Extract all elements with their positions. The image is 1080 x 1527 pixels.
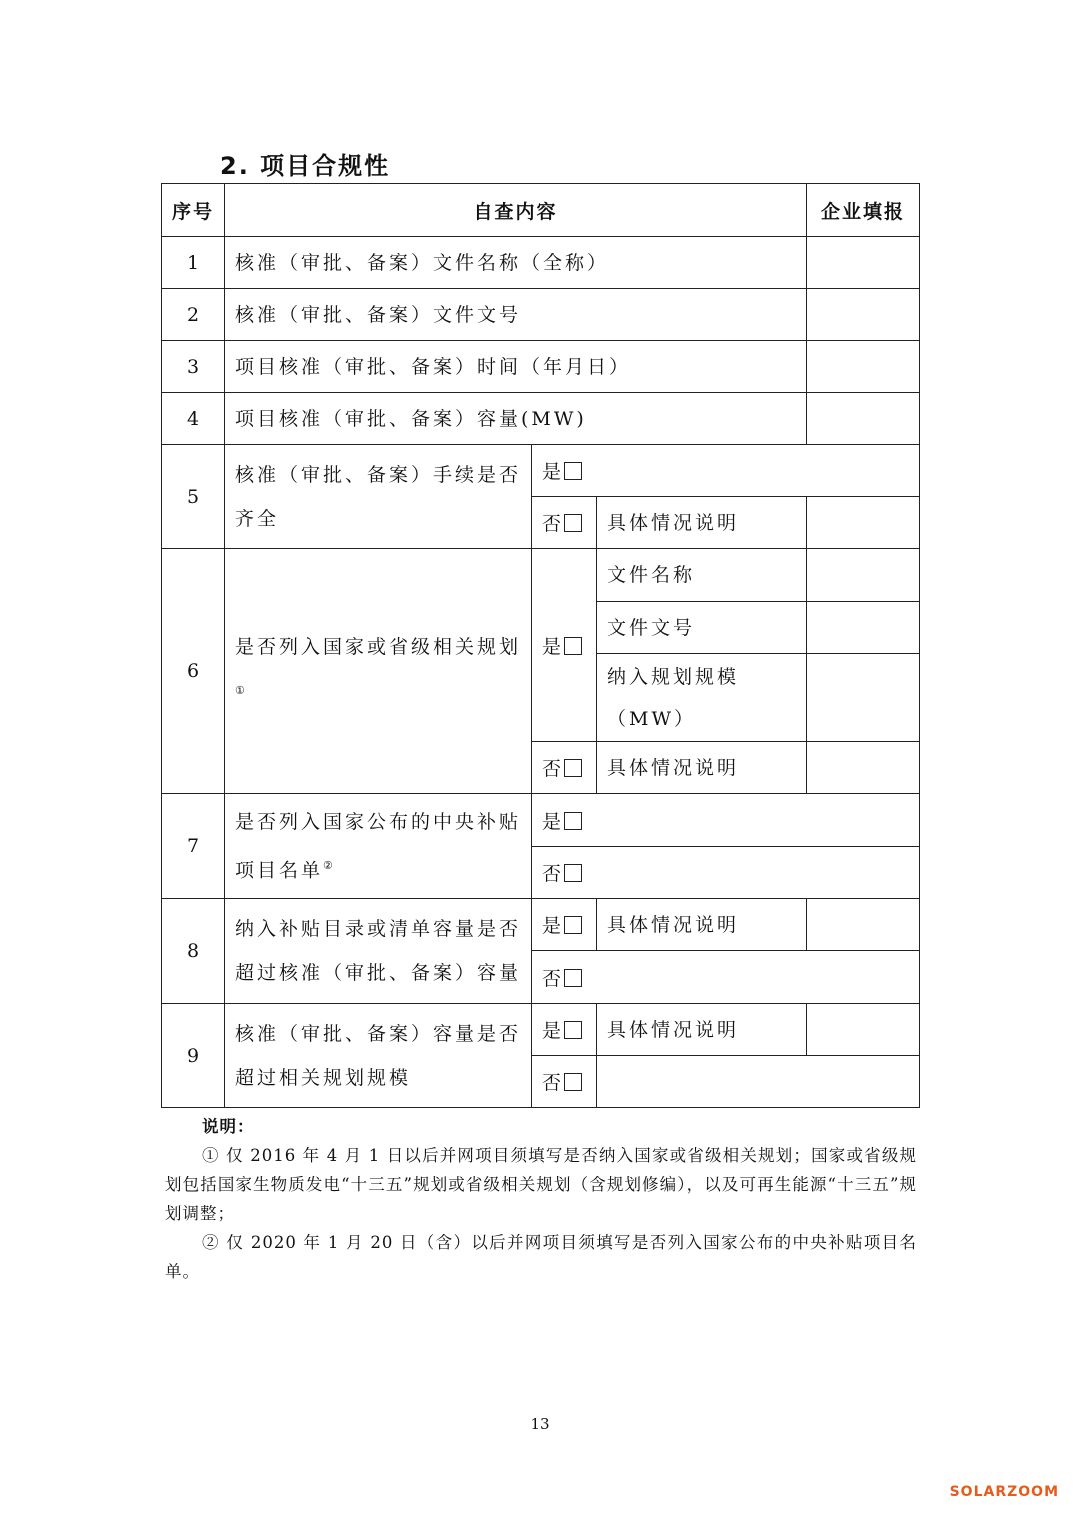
yes-checkbox[interactable]: [564, 916, 582, 934]
table-row: [162, 899, 920, 951]
no-checkbox[interactable]: [564, 969, 582, 987]
notes-section: [165, 1112, 917, 1286]
header-report: 企业填报: [807, 184, 920, 237]
row-content: 核准（审批、备案）文件文号: [225, 289, 807, 341]
watermark-logo: SOLARZOOM: [949, 1484, 1059, 1500]
detail-label: 具体情况说明: [597, 742, 807, 794]
row-number: 4: [162, 393, 225, 445]
report-cell[interactable]: [807, 341, 920, 393]
yes-checkbox[interactable]: [564, 812, 582, 830]
table-header-row: [162, 184, 920, 237]
header-content: 自查内容: [225, 184, 807, 237]
report-cell[interactable]: [807, 899, 920, 951]
row-content-text: 是否列入国家公布的中央补贴项目名单: [235, 810, 522, 882]
report-cell[interactable]: [807, 549, 920, 602]
table-row: [162, 549, 920, 602]
no-label: 否: [542, 513, 563, 535]
report-cell[interactable]: [597, 1056, 920, 1108]
detail-label: 具体情况说明: [597, 497, 807, 549]
compliance-table: [161, 183, 920, 1108]
yes-option[interactable]: [532, 1004, 597, 1056]
no-checkbox[interactable]: [564, 514, 582, 532]
table-row: [162, 794, 920, 847]
field-label: 文件文号: [597, 602, 807, 654]
row-content-text: 是否列入国家或省级相关规划: [235, 635, 522, 658]
no-option[interactable]: [532, 497, 597, 549]
no-label: 否: [542, 758, 563, 780]
report-cell[interactable]: [807, 289, 920, 341]
yes-label: 是: [542, 461, 563, 483]
no-label: 否: [542, 1072, 563, 1094]
row-content: [225, 549, 532, 794]
detail-label: 具体情况说明: [597, 899, 807, 951]
no-label: 否: [542, 863, 563, 885]
report-cell[interactable]: [807, 393, 920, 445]
no-label: 否: [542, 967, 563, 990]
footnote-marker: ①: [235, 683, 248, 697]
row-content: 核准（审批、备案）手续是否齐全: [225, 445, 532, 549]
report-cell[interactable]: [807, 742, 920, 794]
yes-option[interactable]: [532, 794, 920, 847]
note-item: ① 仅 2016 年 4 月 1 日以后并网项目须填写是否纳入国家或省级相关规划；国家或省级规划包括国家生物质发电“十三五”规划或省级相关规划（含规划修编），以及可再生能源“十三五”规划调整；: [165, 1146, 917, 1223]
yes-label: 是: [542, 810, 563, 833]
section-title: 2. 项目合规性: [220, 152, 391, 180]
row-content: 项目核准（审批、备案）容量(MW): [225, 393, 807, 445]
report-cell[interactable]: [807, 237, 920, 289]
yes-checkbox[interactable]: [564, 1021, 582, 1039]
note-item: ② 仅 2020 年 1 月 20 日（含）以后并网项目须填写是否列入国家公布的中央补贴项目名单。: [165, 1233, 917, 1281]
row-number: 8: [162, 899, 225, 1004]
table-row: [162, 1004, 920, 1056]
row-number: 1: [162, 237, 225, 289]
table-row: [162, 445, 920, 497]
row-content: 核准（审批、备案）容量是否超过相关规划规模: [225, 1004, 532, 1108]
yes-option[interactable]: [532, 549, 597, 742]
row-content: 纳入补贴目录或清单容量是否超过核准（审批、备案）容量: [225, 899, 532, 1004]
no-option[interactable]: [532, 742, 597, 794]
no-checkbox[interactable]: [564, 1073, 582, 1091]
yes-option[interactable]: [532, 899, 597, 951]
row-content: 核准（审批、备案）文件名称（全称）: [225, 237, 807, 289]
yes-checkbox[interactable]: [564, 637, 582, 655]
row-content: [225, 794, 532, 899]
row-content: 项目核准（审批、备案）时间（年月日）: [225, 341, 807, 393]
row-number: 5: [162, 445, 225, 549]
page-number: 13: [530, 1415, 550, 1433]
row-number: 7: [162, 794, 225, 899]
report-cell[interactable]: [807, 1004, 920, 1056]
row-number: 2: [162, 289, 225, 341]
header-num: 序号: [162, 184, 225, 237]
report-cell[interactable]: [807, 497, 920, 549]
row-number: 9: [162, 1004, 225, 1108]
detail-label: 具体情况说明: [597, 1004, 807, 1056]
no-option[interactable]: [532, 1056, 597, 1108]
footnote-marker: ②: [323, 858, 336, 872]
yes-label: 是: [542, 635, 563, 658]
no-option[interactable]: [532, 847, 920, 899]
row-number: 3: [162, 341, 225, 393]
field-label: 纳入规划规模（MW）: [597, 654, 807, 742]
yes-checkbox[interactable]: [564, 462, 582, 480]
no-checkbox[interactable]: [564, 759, 582, 777]
table-row: [162, 393, 920, 445]
table-row: [162, 237, 920, 289]
yes-option[interactable]: [532, 445, 920, 497]
no-checkbox[interactable]: [564, 864, 582, 882]
table-row: [162, 341, 920, 393]
yes-label: 是: [542, 915, 563, 937]
no-option[interactable]: [532, 951, 920, 1004]
notes-title: 说明：: [202, 1117, 255, 1136]
report-cell[interactable]: [807, 602, 920, 654]
report-cell[interactable]: [807, 654, 920, 742]
row-number: 6: [162, 549, 225, 794]
table-row: [162, 289, 920, 341]
field-label: 文件名称: [597, 549, 807, 602]
yes-label: 是: [542, 1020, 563, 1042]
